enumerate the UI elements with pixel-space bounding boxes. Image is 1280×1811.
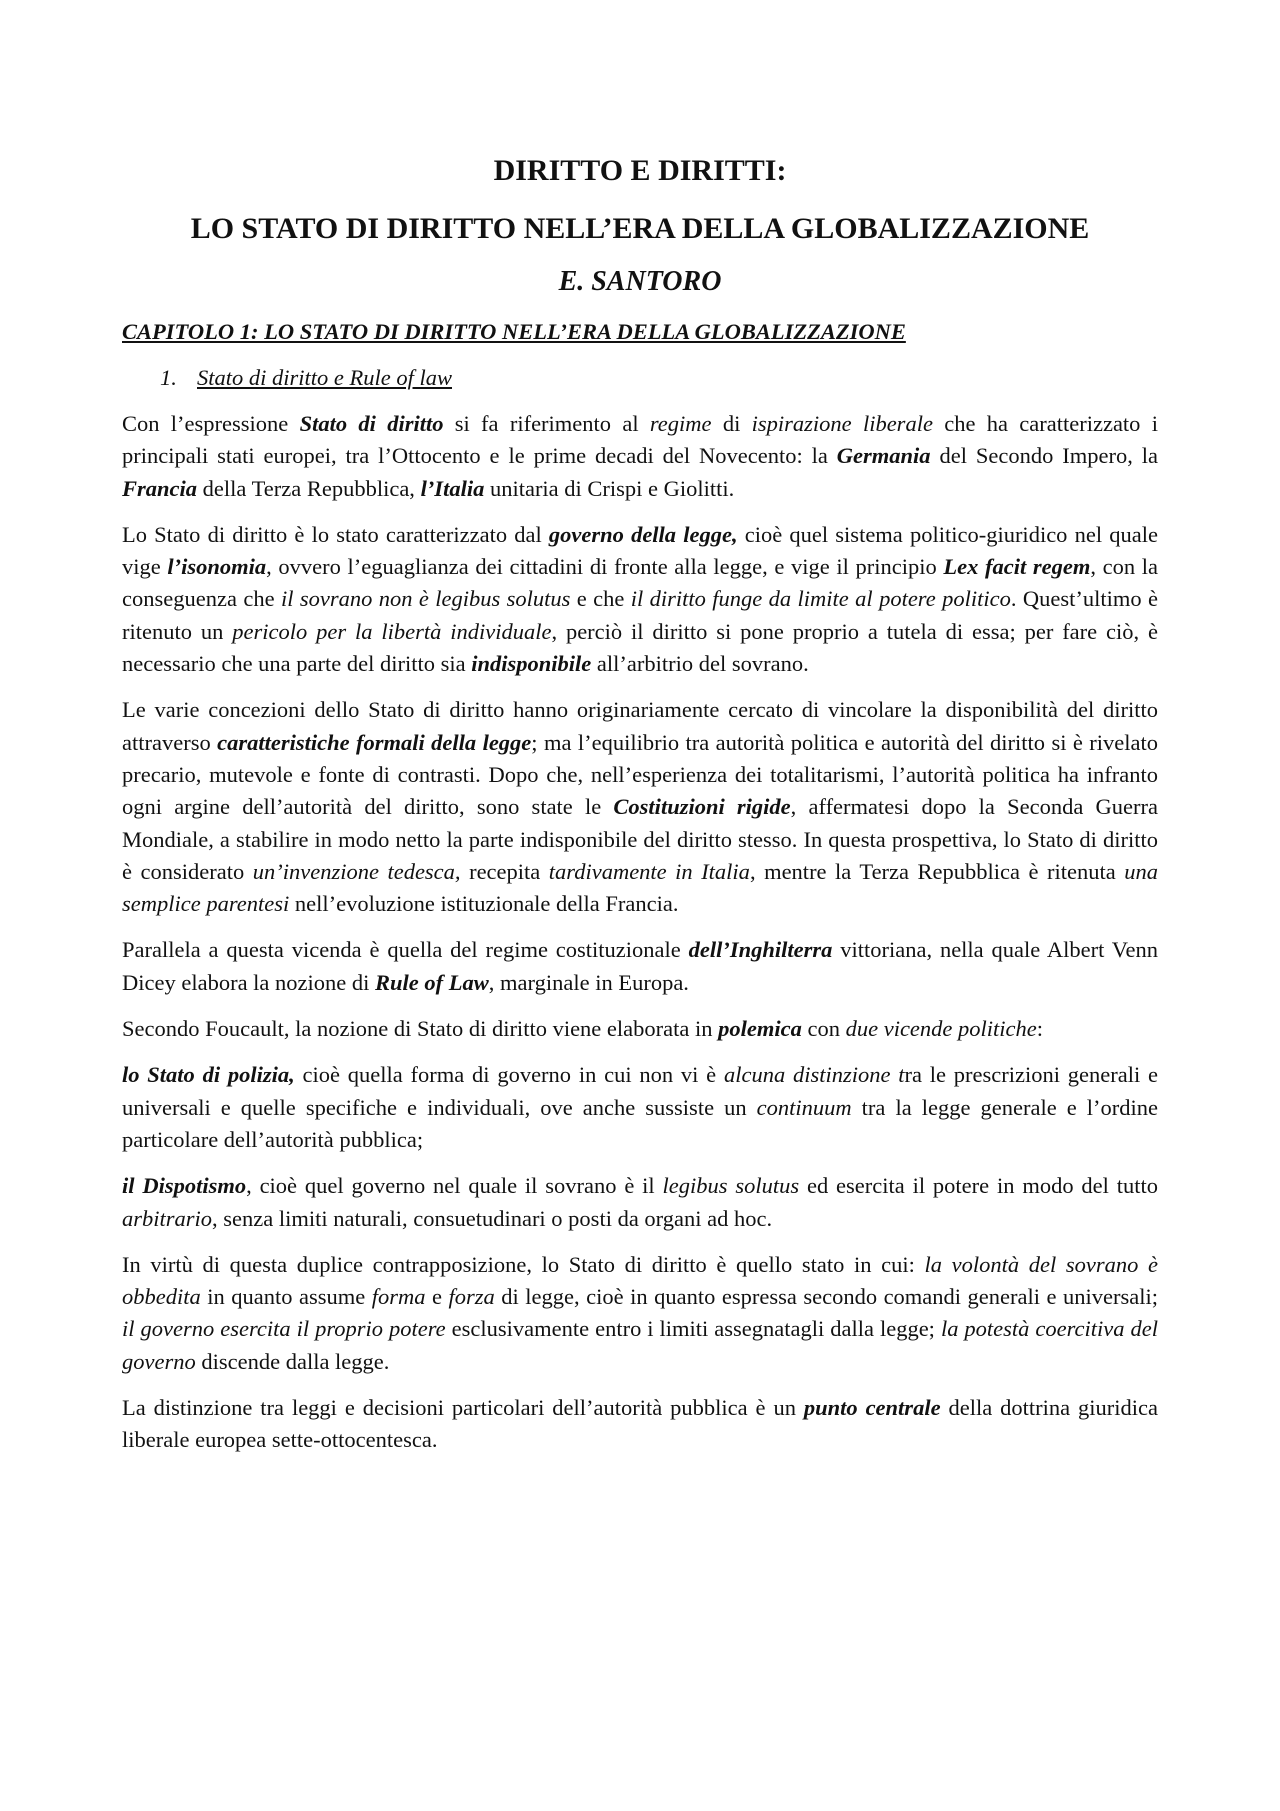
paragraph-text: recepita [460,858,549,884]
emphasis-text: Francia [122,475,198,501]
emphasis-text: indisponibile [471,651,592,677]
body-paragraph [122,408,1158,505]
emphasis-text: continuum [756,1094,852,1120]
paragraph-text: , senza limiti naturali, consuetudinari o posti da organi ad hoc. [212,1205,773,1231]
section-heading [122,362,1158,394]
body-paragraph [122,1013,1158,1045]
emphasis-text: l’isonomia [167,554,267,580]
paragraph-text: con [801,1016,846,1042]
body-paragraph [122,1249,1158,1378]
paragraph-text: , cioè quel governo nel quale il sovrano è il [246,1173,663,1199]
emphasis-text: punto centrale [803,1395,941,1421]
paragraph-text: , con la conseguenza che [122,554,1158,612]
emphasis-text: dell’Inghilterra [688,937,833,963]
paragraph-text: , ovvero l’eguaglianza dei cittadini di fronte alla legge, e vige il principio [266,554,944,580]
body-paragraph [122,1170,1158,1235]
body-paragraph [122,519,1158,680]
paragraph-text: Parallela a questa vicenda è quella del regime costituzionale [122,937,689,963]
emphasis-text: arbitrario [122,1205,213,1231]
body-text [122,408,1158,1457]
paragraph-text: che ha caratterizzato i principali stati europei, tra l’Ottocento e le prime decadi del Novecento: la [122,411,1158,469]
paragraph-text: Le varie concezioni dello Stato di diritto hanno originariamente cercato di vincolare la disponibilità del diritto attraverso [122,697,1158,755]
chapter-heading: CAPITOLO 1: LO STATO DI DIRITTO NELL’ERA DELLA GLOBALIZZAZIONE [122,319,906,344]
emphasis-text: Germania [836,443,931,469]
document-title-line2: LO STATO DI DIRITTO NELL’ERA DELLA GLOBALIZZAZIONE [190,212,1090,245]
paragraph-text: Con l’espressione [122,411,300,436]
body-paragraph [122,1059,1158,1156]
paragraph-text: ra le prescrizioni generali e universali e quelle specifiche e individuali, ove anche sussiste un [122,1062,1158,1120]
paragraph-text: si fa riferimento al [443,411,650,436]
emphasis-text: Costituzioni rigide [613,794,791,820]
paragraph-text: esclusivamente entro i limiti assegnatagli dalla legge; [445,1316,941,1342]
emphasis-text: regime [649,411,712,436]
paragraph-text: discende dalla legge. [195,1348,390,1374]
emphasis-text: Stato di diritto [299,411,444,436]
emphasis-text: la volontà del sovrano è obbedita [122,1251,1158,1310]
paragraph-text: vittoriana, nella quale Albert Venn Dicey elabora la nozione di [122,937,1159,995]
emphasis-text: polemica [718,1016,802,1042]
emphasis-text: Rule of Law [375,969,489,995]
emphasis-text: governo della legge, [548,521,738,547]
paragraph-text: della Terza Repubblica, [197,475,421,501]
paragraph-text: all’arbitrio del sovrano. [591,651,809,677]
emphasis-text: pericolo per la libertà individuale [232,618,552,644]
emphasis-text: lo Stato di polizia, [122,1062,295,1088]
body-paragraph [122,694,1158,920]
paragraph-text: La distinzione tra leggi e decisioni particolari dell’autorità pubblica è un [122,1395,804,1421]
emphasis-text: ispirazione liberale [751,411,933,436]
paragraph-text: e [425,1284,449,1310]
paragraph-text: : [1036,1016,1044,1042]
author: E. SANTORO [558,266,722,297]
paragraph-text: di [711,411,752,436]
paragraph-text: della dottrina giuridica liberale europea sette-ottocentesca. [122,1395,1158,1453]
emphasis-text: il diritto funge da limite al potere politico [630,586,1011,612]
paragraph-text: Secondo Foucault, la nozione di Stato di diritto viene elaborata in [122,1016,719,1042]
emphasis-text: il governo esercita il proprio potere [122,1316,446,1342]
page-content [122,150,1158,1471]
emphasis-text: tardivamente in Italia [548,858,750,884]
paragraph-text: in quanto assume [200,1284,372,1310]
paragraph-text: ed esercita il potere in modo del tutto [799,1173,1158,1199]
emphasis-text: Lex facit regem [943,554,1091,580]
emphasis-text: forma [371,1284,426,1310]
emphasis-text: forza [448,1284,495,1310]
paragraph-text: nell’evoluzione istituzionale della Francia. [289,891,679,917]
emphasis-text: la potestà coercitiva del governo [122,1316,1159,1374]
emphasis-text: un’invenzione tedesca, [252,858,461,884]
paragraph-text: , affermatesi dopo la Seconda Guerra Mondiale, a stabilire in modo netto la parte indisponibile del diritto stesso. In questa prospettiva, lo Stato di diritto è considerato [122,794,1158,884]
paragraph-text: cioè quella forma di governo in cui non vi è [294,1062,724,1088]
paragraph-text: , perciò il diritto si pone proprio a tutela di essa; per fare ciò, è necessario che una parte del diritto sia [122,618,1158,677]
emphasis-text: una semplice parentesi [122,858,1158,917]
section-title: Stato di diritto e Rule of law [197,365,452,390]
emphasis-text: legibus solutus [662,1173,800,1199]
emphasis-text: il sovrano non è legibus solutus [280,586,571,612]
paragraph-text: del Secondo Impero, la [930,443,1158,469]
section-number: 1. [160,365,177,390]
paragraph-text: e che [570,586,631,612]
paragraph-text: tra la legge generale e l’ordine particolare dell’autorità pubblica; [122,1094,1158,1152]
paragraph-text: cioè quel sistema politico-giuridico nel quale vige [122,521,1158,580]
paragraph-text: In virtù di questa duplice contrapposizione, lo Stato di diritto è quello stato in cui: [122,1251,925,1277]
paragraph-text: , mentre la Terza Repubblica è ritenuta [749,858,1125,884]
emphasis-text: caratteristiche formali della legge [217,729,532,755]
emphasis-text: l’Italia [420,475,485,501]
document-title-line1: DIRITTO E DIRITTI: [493,154,787,187]
emphasis-text: alcuna distinzione t [723,1062,905,1088]
body-paragraph [122,934,1158,999]
emphasis-text: il Dispotismo [122,1173,247,1199]
paragraph-text: Lo Stato di diritto è lo stato caratterizzato dal [122,521,549,547]
paragraph-text: . Quest’ultimo è ritenuto un [122,586,1158,644]
body-paragraph [122,1392,1158,1457]
paragraph-text: , marginale in Europa. [488,969,689,995]
paragraph-text: di legge, cioè in quanto espressa secondo comandi generali e universali; [494,1284,1158,1310]
emphasis-text: due vicende politiche [845,1016,1037,1042]
paragraph-text: ; ma l’equilibrio tra autorità politica e autorità del diritto si è rivelato precario, mutevole e fonte di contrasti. Dopo che, nell’esperienza dei totalitarismi, l’autorità politica ha infranto ogni argine dell’autorità del diritto, sono state le [122,729,1158,820]
paragraph-text: unitaria di Crispi e Giolitti. [484,475,735,501]
